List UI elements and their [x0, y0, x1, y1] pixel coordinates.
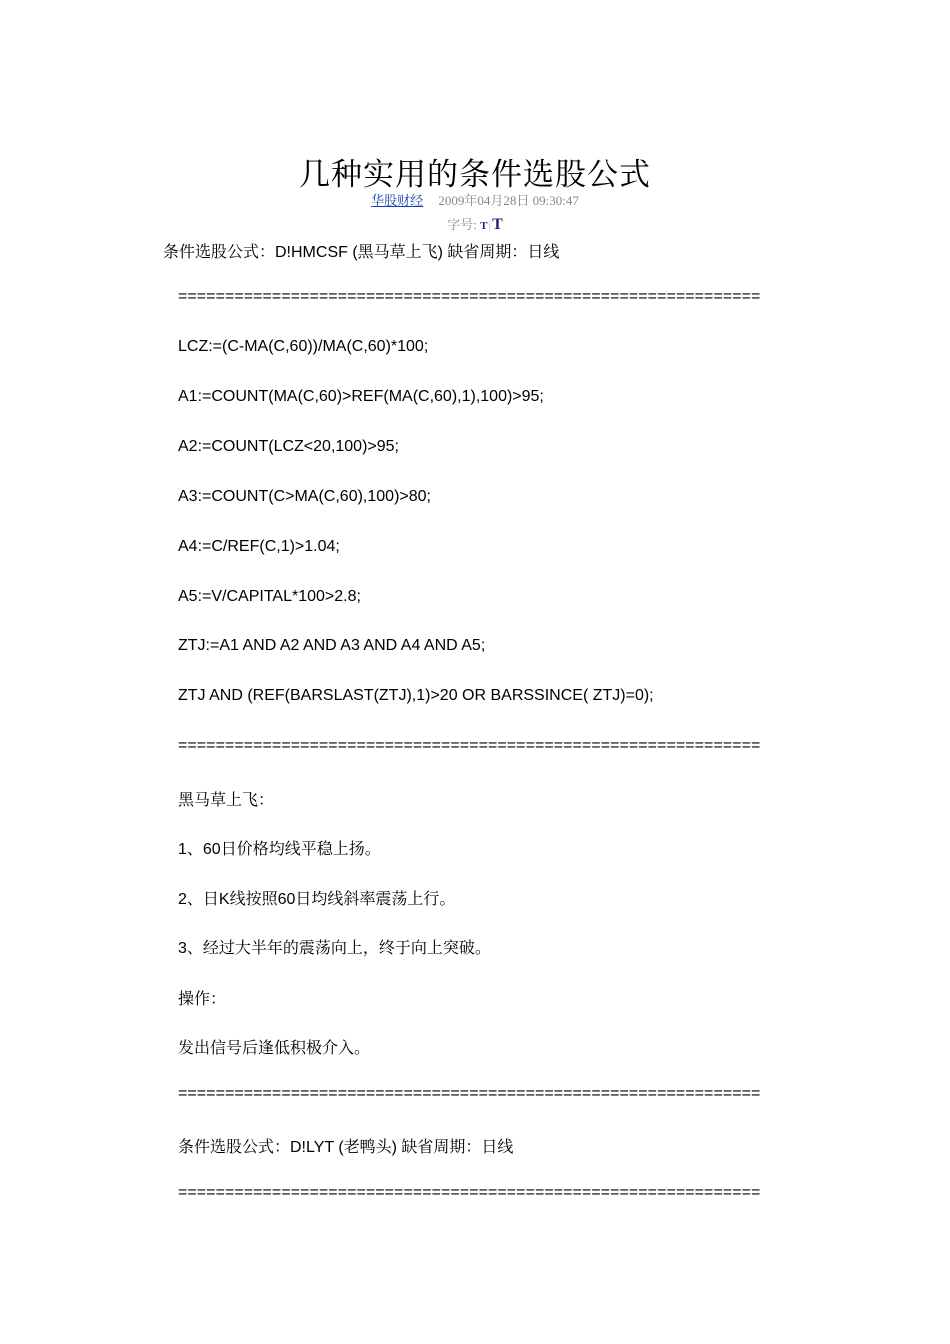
font-size-control [0, 214, 950, 234]
formula-line: A2:=COUNT(LCZ<20,100)>95; [178, 438, 399, 455]
description-item: 2、日K线按照60日均线斜率震荡上行。 [178, 891, 456, 908]
publish-datetime: 2009年04月28日 09:30:47 [438, 193, 579, 208]
separator-rule: ============================================================== [178, 737, 761, 754]
formula-line: A4:=C/REF(C,1)>1.04; [178, 538, 340, 555]
operation-label: 操作： [178, 991, 227, 1008]
formula-intro-heimacao: 条件选股公式：D!HMCSF (黑马草上飞) 缺省周期：日线 [163, 244, 560, 261]
operation-text: 发出信号后逢低积极介入。 [178, 1040, 371, 1057]
formula-line: A5:=V/CAPITAL*100>2.8; [178, 588, 361, 605]
description-item: 1、60日价格均线平稳上扬。 [178, 841, 381, 858]
formula-line: A3:=COUNT(C>MA(C,60),100)>80; [178, 488, 431, 505]
separator-rule: ============================================================== [178, 1085, 761, 1102]
description-item: 3、经过大半年的震荡向上，终于向上突破。 [178, 940, 491, 957]
formula-line: ZTJ AND (REF(BARSLAST(ZTJ),1)>20 OR BARSSINCE( ZTJ)=0); [178, 687, 654, 704]
article-meta [0, 190, 950, 209]
font-large-button[interactable]: T [492, 216, 503, 233]
font-small-button[interactable]: T [480, 220, 488, 232]
source-link[interactable]: 华股财经 [371, 193, 424, 208]
formula-line: A1:=COUNT(MA(C,60)>REF(MA(C,60),1),100)>95; [178, 388, 544, 405]
separator-rule: ============================================================== [178, 1184, 761, 1201]
article-title: 几种实用的条件选股公式 [299, 156, 651, 193]
description-title: 黑马草上飞： [178, 792, 275, 809]
formula-line: LCZ:=(C-MA(C,60))/MA(C,60)*100; [178, 338, 429, 355]
font-size-separator: | [488, 217, 492, 232]
formula-intro-laoyatou: 条件选股公式：D!LYT (老鸭头) 缺省周期：日线 [178, 1139, 514, 1156]
formula-line: ZTJ:=A1 AND A2 AND A3 AND A4 AND A5; [178, 637, 486, 654]
separator-rule: ============================================================== [178, 288, 761, 305]
font-size-label: 字号: [447, 217, 477, 232]
